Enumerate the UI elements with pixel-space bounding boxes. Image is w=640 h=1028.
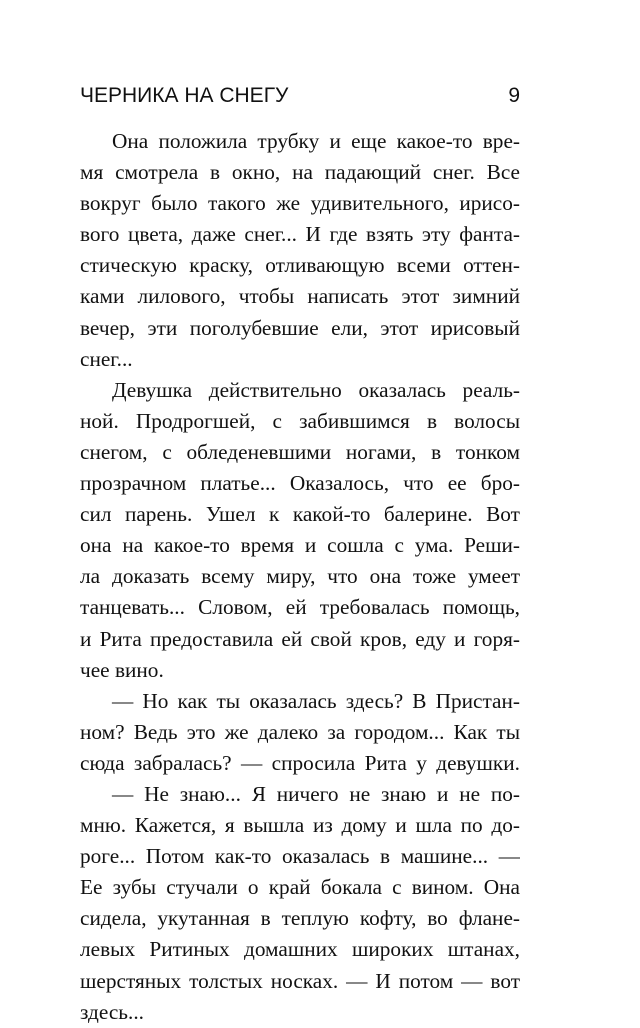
text-line: снегом, с обледеневшими ногами, в тонком — [80, 439, 520, 464]
text-line: вого цвета, даже снег... И где взять эту фанта- — [80, 222, 520, 247]
text-line: Ее зубы стучали о край бокала с вином. Она — [80, 875, 520, 900]
text-line: шерстяных толстых носках. — И потом — вот — [80, 968, 520, 993]
text-line: и Рита предоставила ей свой кров, еду и горя- — [80, 626, 520, 651]
text-line: ками лилового, чтобы написать этот зимний — [80, 284, 520, 309]
text-line: здесь... — [80, 999, 144, 1024]
text-line: чее вино. — [80, 657, 164, 682]
text-line: — Но как ты оказалась здесь? В Пристан- — [112, 688, 520, 713]
text-line: вечер, эти поголубевшие ели, этот ирисовый — [80, 315, 520, 340]
text-line: ном? Ведь это же далеко за городом... Как ты — [80, 719, 520, 744]
page-number: 9 — [508, 84, 520, 107]
body-text — [80, 126, 520, 1028]
text-line: Она положила трубку и еще какое-то вре- — [112, 129, 520, 153]
text-line: Девушка действительно оказалась реаль- — [112, 377, 520, 402]
text-line: сил парень. Ушел к какой-то балерине. Вот — [80, 502, 520, 527]
text-line: ла доказать всему миру, что она тоже умеет — [80, 564, 520, 589]
running-title: ЧЕРНИКА НА СНЕГУ — [80, 84, 289, 107]
text-line: она на какое-то время и сошла с ума. Реши- — [80, 533, 520, 558]
text-line: стическую краску, отливающую всеми оттен- — [80, 253, 520, 278]
text-line: роге... Потом как-то оказалась в машине... — — [80, 844, 520, 869]
text-line: танцевать... Словом, ей требовалась помощь, — [80, 595, 520, 620]
text-line: сидела, укутанная в теплую кофту, во флане- — [80, 906, 520, 931]
text-line: сюда забралась? — спросила Рита у девушки. — [80, 750, 520, 775]
text-line: прозрачном платье... Оказалось, что ее бро- — [80, 471, 520, 496]
text-line: ной. Продрогшей, с забившимся в волосы — [80, 408, 520, 433]
text-line: левых Ритиных домашних широких штанах, — [80, 937, 520, 962]
running-header — [80, 84, 520, 114]
text-line: мя смотрела в окно, на падающий снег. Все — [80, 160, 520, 185]
text-line: мню. Кажется, я вышла из дому и шла по до- — [80, 813, 520, 838]
text-line: вокруг было такого же удивительного, ирисо- — [80, 191, 520, 216]
text-line: снег... — [80, 346, 133, 371]
text-line: — Не знаю... Я ничего не знаю и не по- — [112, 781, 520, 806]
